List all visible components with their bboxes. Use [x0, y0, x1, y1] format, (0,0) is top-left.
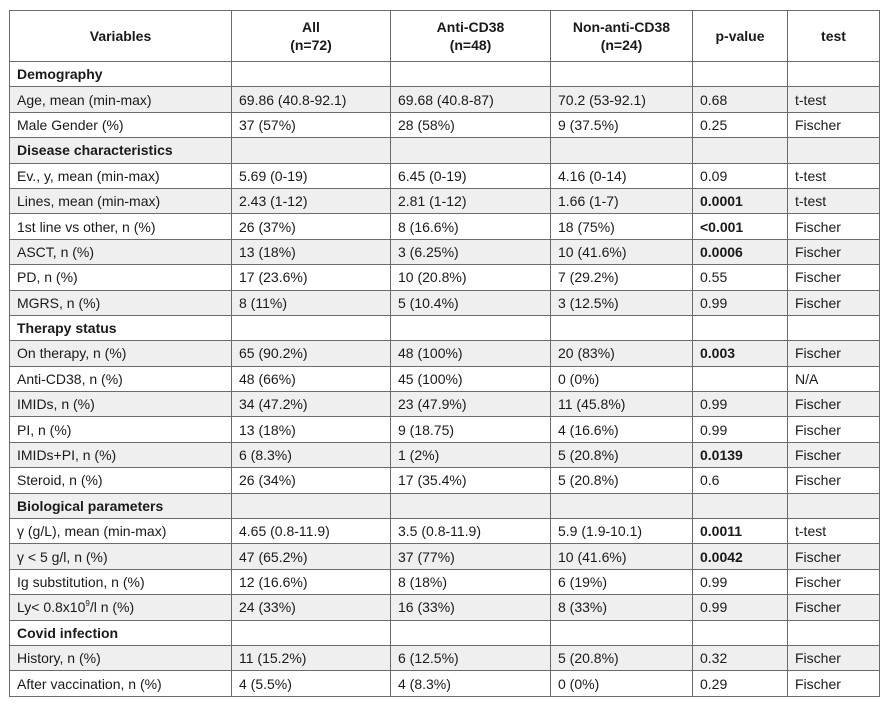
cell-non: 4 (16.6%)	[551, 417, 693, 442]
table-row	[10, 442, 880, 467]
cell-p	[693, 62, 788, 87]
section-row	[10, 62, 880, 87]
cell-all: 8 (11%)	[232, 290, 391, 315]
cell-p: 0.0042	[693, 544, 788, 569]
cell-non: 3 (12.5%)	[551, 290, 693, 315]
row-label: Male Gender (%)	[10, 112, 232, 137]
cell-all: 6 (8.3%)	[232, 442, 391, 467]
cell-all: 26 (37%)	[232, 214, 391, 239]
table-row	[10, 265, 880, 290]
cell-all	[232, 62, 391, 87]
cell-all: 24 (33%)	[232, 595, 391, 620]
cell-non	[551, 315, 693, 340]
row-label: PI, n (%)	[10, 417, 232, 442]
cell-anti: 28 (58%)	[391, 112, 551, 137]
row-label: γ < 5 g/l, n (%)	[10, 544, 232, 569]
table-row	[10, 214, 880, 239]
table-row	[10, 595, 880, 620]
header-non-line: Non-anti-CD38	[572, 19, 671, 35]
table-row	[10, 290, 880, 315]
cell-test: Fischer	[788, 417, 880, 442]
cell-p	[693, 493, 788, 518]
header-test	[788, 11, 880, 62]
header-all	[232, 11, 391, 62]
table-row	[10, 569, 880, 594]
row-label-exponent: 9	[85, 599, 90, 609]
section-label: Therapy status	[10, 315, 232, 340]
cell-non: 5.9 (1.9-10.1)	[551, 519, 693, 544]
cell-test	[788, 620, 880, 645]
section-row	[10, 493, 880, 518]
cell-anti	[391, 62, 551, 87]
cell-non	[551, 493, 693, 518]
cell-test: t-test	[788, 163, 880, 188]
cell-non: 7 (29.2%)	[551, 265, 693, 290]
cell-test: Fischer	[788, 468, 880, 493]
cell-anti: 5 (10.4%)	[391, 290, 551, 315]
cell-p: 0.32	[693, 645, 788, 670]
cell-non: 5 (20.8%)	[551, 468, 693, 493]
row-label: 1st line vs other, n (%)	[10, 214, 232, 239]
cell-non: 4.16 (0-14)	[551, 163, 693, 188]
cell-anti: 6.45 (0-19)	[391, 163, 551, 188]
row-label: On therapy, n (%)	[10, 341, 232, 366]
cell-test: Fischer	[788, 214, 880, 239]
cell-anti: 48 (100%)	[391, 341, 551, 366]
header-row	[10, 11, 880, 62]
cell-all	[232, 315, 391, 340]
table-header	[10, 11, 880, 62]
cell-non: 5 (20.8%)	[551, 442, 693, 467]
cell-p: 0.55	[693, 265, 788, 290]
cell-test: Fischer	[788, 392, 880, 417]
cell-anti: 16 (33%)	[391, 595, 551, 620]
cell-anti: 45 (100%)	[391, 366, 551, 391]
cell-p: 0.99	[693, 417, 788, 442]
cell-non: 9 (37.5%)	[551, 112, 693, 137]
row-label: After vaccination, n (%)	[10, 671, 232, 696]
table-body	[10, 62, 880, 697]
cell-p: 0.68	[693, 87, 788, 112]
row-label: History, n (%)	[10, 645, 232, 670]
cell-test: Fischer	[788, 442, 880, 467]
cell-test: Fischer	[788, 645, 880, 670]
table-row	[10, 544, 880, 569]
cell-anti: 10 (20.8%)	[391, 265, 551, 290]
cell-all: 4 (5.5%)	[232, 671, 391, 696]
cell-all	[232, 493, 391, 518]
cell-p: 0.0139	[693, 442, 788, 467]
cell-p: 0.0001	[693, 188, 788, 213]
cell-anti: 3.5 (0.8-11.9)	[391, 519, 551, 544]
cell-p	[693, 620, 788, 645]
cell-p: 0.09	[693, 163, 788, 188]
header-test-line: test	[821, 28, 846, 44]
cell-anti	[391, 620, 551, 645]
cell-p: <0.001	[693, 214, 788, 239]
section-label: Disease characteristics	[10, 138, 232, 163]
characteristics-table	[9, 10, 880, 697]
section-row	[10, 138, 880, 163]
cell-non: 1.66 (1-7)	[551, 188, 693, 213]
row-label-text: Ly< 0.8x10	[17, 599, 86, 616]
cell-all: 4.65 (0.8-11.9)	[232, 519, 391, 544]
cell-test: Fischer	[788, 569, 880, 594]
cell-all: 12 (16.6%)	[232, 569, 391, 594]
header-variables-line: Variables	[89, 28, 152, 44]
cell-test: Fischer	[788, 544, 880, 569]
row-label: Steroid, n (%)	[10, 468, 232, 493]
cell-anti: 2.81 (1-12)	[391, 188, 551, 213]
cell-test: Fischer	[788, 595, 880, 620]
cell-non: 8 (33%)	[551, 595, 693, 620]
cell-anti: 37 (77%)	[391, 544, 551, 569]
cell-test	[788, 493, 880, 518]
row-label: Ig substitution, n (%)	[10, 569, 232, 594]
cell-non: 11 (45.8%)	[551, 392, 693, 417]
row-label: IMIDs+PI, n (%)	[10, 442, 232, 467]
cell-all: 13 (18%)	[232, 417, 391, 442]
cell-p: 0.003	[693, 341, 788, 366]
cell-anti: 17 (35.4%)	[391, 468, 551, 493]
table-row	[10, 341, 880, 366]
table-row	[10, 392, 880, 417]
cell-test: t-test	[788, 519, 880, 544]
section-label: Covid infection	[10, 620, 232, 645]
cell-anti: 23 (47.9%)	[391, 392, 551, 417]
cell-test: Fischer	[788, 341, 880, 366]
section-row	[10, 620, 880, 645]
cell-anti: 6 (12.5%)	[391, 645, 551, 670]
cell-anti: 4 (8.3%)	[391, 671, 551, 696]
cell-test: Fischer	[788, 265, 880, 290]
cell-test: t-test	[788, 87, 880, 112]
header-non-line: (n=24)	[600, 37, 643, 53]
cell-anti	[391, 315, 551, 340]
cell-all: 5.69 (0-19)	[232, 163, 391, 188]
table-container	[9, 10, 880, 697]
cell-all: 37 (57%)	[232, 112, 391, 137]
cell-p: 0.0006	[693, 239, 788, 264]
cell-p: 0.99	[693, 290, 788, 315]
cell-test	[788, 138, 880, 163]
cell-anti: 8 (18%)	[391, 569, 551, 594]
cell-test	[788, 62, 880, 87]
cell-non: 0 (0%)	[551, 671, 693, 696]
cell-all: 17 (23.6%)	[232, 265, 391, 290]
row-label: PD, n (%)	[10, 265, 232, 290]
cell-anti: 8 (16.6%)	[391, 214, 551, 239]
cell-p: 0.99	[693, 595, 788, 620]
cell-p	[693, 315, 788, 340]
cell-non	[551, 620, 693, 645]
cell-p: 0.99	[693, 392, 788, 417]
cell-all: 2.43 (1-12)	[232, 188, 391, 213]
cell-p: 0.0011	[693, 519, 788, 544]
cell-anti: 9 (18.75)	[391, 417, 551, 442]
header-all-line: (n=72)	[290, 37, 332, 53]
table-row	[10, 87, 880, 112]
cell-non	[551, 62, 693, 87]
cell-non: 0 (0%)	[551, 366, 693, 391]
section-row	[10, 315, 880, 340]
header-variables	[10, 11, 232, 62]
cell-non: 70.2 (53-92.1)	[551, 87, 693, 112]
cell-non: 18 (75%)	[551, 214, 693, 239]
row-label: IMIDs, n (%)	[10, 392, 232, 417]
cell-all	[232, 138, 391, 163]
header-non	[551, 11, 693, 62]
cell-p	[693, 366, 788, 391]
cell-anti: 1 (2%)	[391, 442, 551, 467]
header-p-line: p-value	[715, 28, 765, 44]
section-label: Biological parameters	[10, 493, 232, 518]
cell-test: N/A	[788, 366, 880, 391]
cell-test: Fischer	[788, 671, 880, 696]
table-row	[10, 519, 880, 544]
row-label: Age, mean (min-max)	[10, 87, 232, 112]
cell-all: 13 (18%)	[232, 239, 391, 264]
table-row	[10, 366, 880, 391]
row-label: MGRS, n (%)	[10, 290, 232, 315]
cell-all: 65 (90.2%)	[232, 341, 391, 366]
cell-test: t-test	[788, 188, 880, 213]
cell-all: 34 (47.2%)	[232, 392, 391, 417]
table-row	[10, 163, 880, 188]
cell-anti: 3 (6.25%)	[391, 239, 551, 264]
cell-p	[693, 138, 788, 163]
cell-all	[232, 620, 391, 645]
header-p	[693, 11, 788, 62]
cell-non: 10 (41.6%)	[551, 544, 693, 569]
cell-non	[551, 138, 693, 163]
cell-test	[788, 315, 880, 340]
cell-p: 0.99	[693, 569, 788, 594]
row-label: γ (g/L), mean (min-max)	[10, 519, 232, 544]
table-row	[10, 671, 880, 696]
header-anti-line: Anti-CD38	[436, 19, 505, 35]
cell-all: 11 (15.2%)	[232, 645, 391, 670]
header-anti-line: (n=48)	[449, 37, 492, 53]
header-anti	[391, 11, 551, 62]
cell-all: 48 (66%)	[232, 366, 391, 391]
cell-test: Fischer	[788, 290, 880, 315]
cell-anti	[391, 493, 551, 518]
row-label: Ev., y, mean (min-max)	[10, 163, 232, 188]
cell-anti: 69.68 (40.8-87)	[391, 87, 551, 112]
row-label: ASCT, n (%)	[10, 239, 232, 264]
table-row	[10, 112, 880, 137]
table-row	[10, 239, 880, 264]
row-label: Lines, mean (min-max)	[10, 188, 232, 213]
cell-non: 20 (83%)	[551, 341, 693, 366]
cell-non: 6 (19%)	[551, 569, 693, 594]
cell-all: 47 (65.2%)	[232, 544, 391, 569]
table-row	[10, 417, 880, 442]
header-all-line: All	[302, 19, 320, 35]
cell-p: 0.25	[693, 112, 788, 137]
section-label: Demography	[10, 62, 232, 87]
cell-all: 69.86 (40.8-92.1)	[232, 87, 391, 112]
table-row	[10, 188, 880, 213]
cell-all: 26 (34%)	[232, 468, 391, 493]
cell-p: 0.6	[693, 468, 788, 493]
cell-non: 10 (41.6%)	[551, 239, 693, 264]
table-row	[10, 645, 880, 670]
cell-non: 5 (20.8%)	[551, 645, 693, 670]
row-label	[10, 595, 232, 620]
cell-test: Fischer	[788, 239, 880, 264]
table-row	[10, 468, 880, 493]
row-label: Anti-CD38, n (%)	[10, 366, 232, 391]
cell-p: 0.29	[693, 671, 788, 696]
cell-anti	[391, 138, 551, 163]
cell-test: Fischer	[788, 112, 880, 137]
row-label-text: /l n (%)	[89, 599, 135, 616]
